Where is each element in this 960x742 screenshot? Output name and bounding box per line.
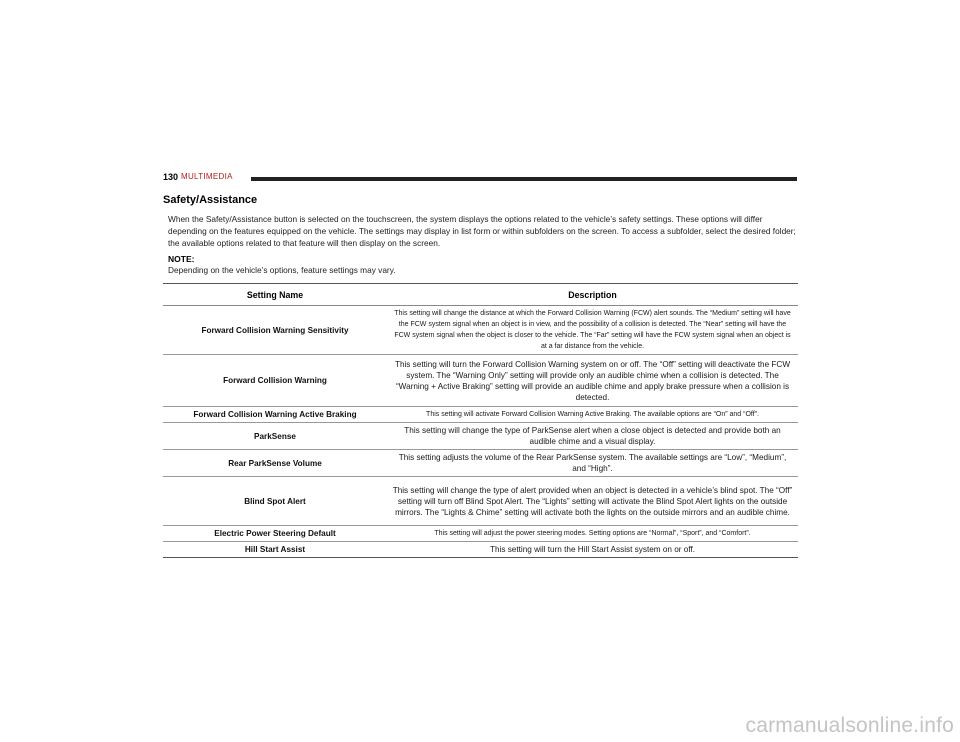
table-row [163,407,798,423]
setting-description: This setting adjusts the volume of the Rear ParkSense system. The available settings are “Low”, “Medium”, and “High”. [387,450,798,477]
column-header-setting-name: Setting Name [163,284,387,306]
note-text: Depending on the vehicle’s options, feature settings may vary. [168,265,396,275]
table-row [163,450,798,477]
setting-description: This setting will adjust the power steering modes. Setting options are “Normal”, “Sport”, and “Comfort”. [387,526,798,542]
table-row [163,526,798,542]
table-row [163,477,798,526]
site-watermark: carmanualsonline.info [745,714,954,737]
setting-description: This setting will change the type of ParkSense alert when a close object is detected and provide both an audible chime and a visual display. [387,423,798,450]
table-row [163,306,798,355]
header-rule [251,177,797,181]
setting-name: Forward Collision Warning Active Braking [163,407,387,423]
setting-name: ParkSense [163,423,387,450]
settings-table [163,283,798,558]
setting-description: This setting will turn the Hill Start Assist system on or off. [387,542,798,558]
setting-description: This setting will change the type of alert provided when an object is detected in a vehicle’s blind spot. The “Off” setting will turn off Blind Spot Alert. The “Lights” setting will activate the Blind Spot Alert lights on the outside mirrors. The “Lights & Chime” setting will activate both the lights on the outside mirrors and an audible chime. [387,477,798,526]
note-label: NOTE: [168,254,195,264]
table-row [163,542,798,558]
setting-name: Forward Collision Warning Sensitivity [163,306,387,355]
setting-description: This setting will turn the Forward Collision Warning system on or off. The “Off” setting will deactivate the FCW system. The “Warning Only” setting will provide only an audible chime when a collision is detected. The “Warning + Active Braking” setting will provide an audible chime and apply brake pressure when a collision is detected. [387,355,798,407]
setting-description: This setting will activate Forward Collision Warning Active Braking. The available options are “On” and “Off”. [387,407,798,423]
table-header-row [163,284,798,306]
section-title: Safety/Assistance [163,194,258,206]
setting-description: This setting will change the distance at which the Forward Collision Warning (FCW) alert sounds. The “Medium” setting will have the FCW system signal when an object is in view, and the possibility of a collision is detected. The “Near” setting will have the FCW system signal when the object is closer to the vehicle. The “Far” setting will have the FCW system signal when an object is at a far distance from the vehicle. [387,306,798,355]
page-header [163,172,797,186]
setting-name: Hill Start Assist [163,542,387,558]
setting-name: Blind Spot Alert [163,477,387,526]
setting-name: Electric Power Steering Default [163,526,387,542]
setting-name: Rear ParkSense Volume [163,450,387,477]
table-row [163,355,798,407]
column-header-description: Description [387,284,798,306]
section-name: MULTIMEDIA [181,172,233,181]
setting-name: Forward Collision Warning [163,355,387,407]
page-number: 130 [163,172,179,182]
intro-paragraph: When the Safety/Assistance button is selected on the touchscreen, the system displays the options related to the vehicle’s safety settings. These options will differ depending on the features equipped on the vehicle. The settings may display in list form or within subfolders on the screen. To access a subfolder, select the desired folder; the available options related to that feature will then display on the screen. [168,214,796,248]
table-row [163,423,798,450]
